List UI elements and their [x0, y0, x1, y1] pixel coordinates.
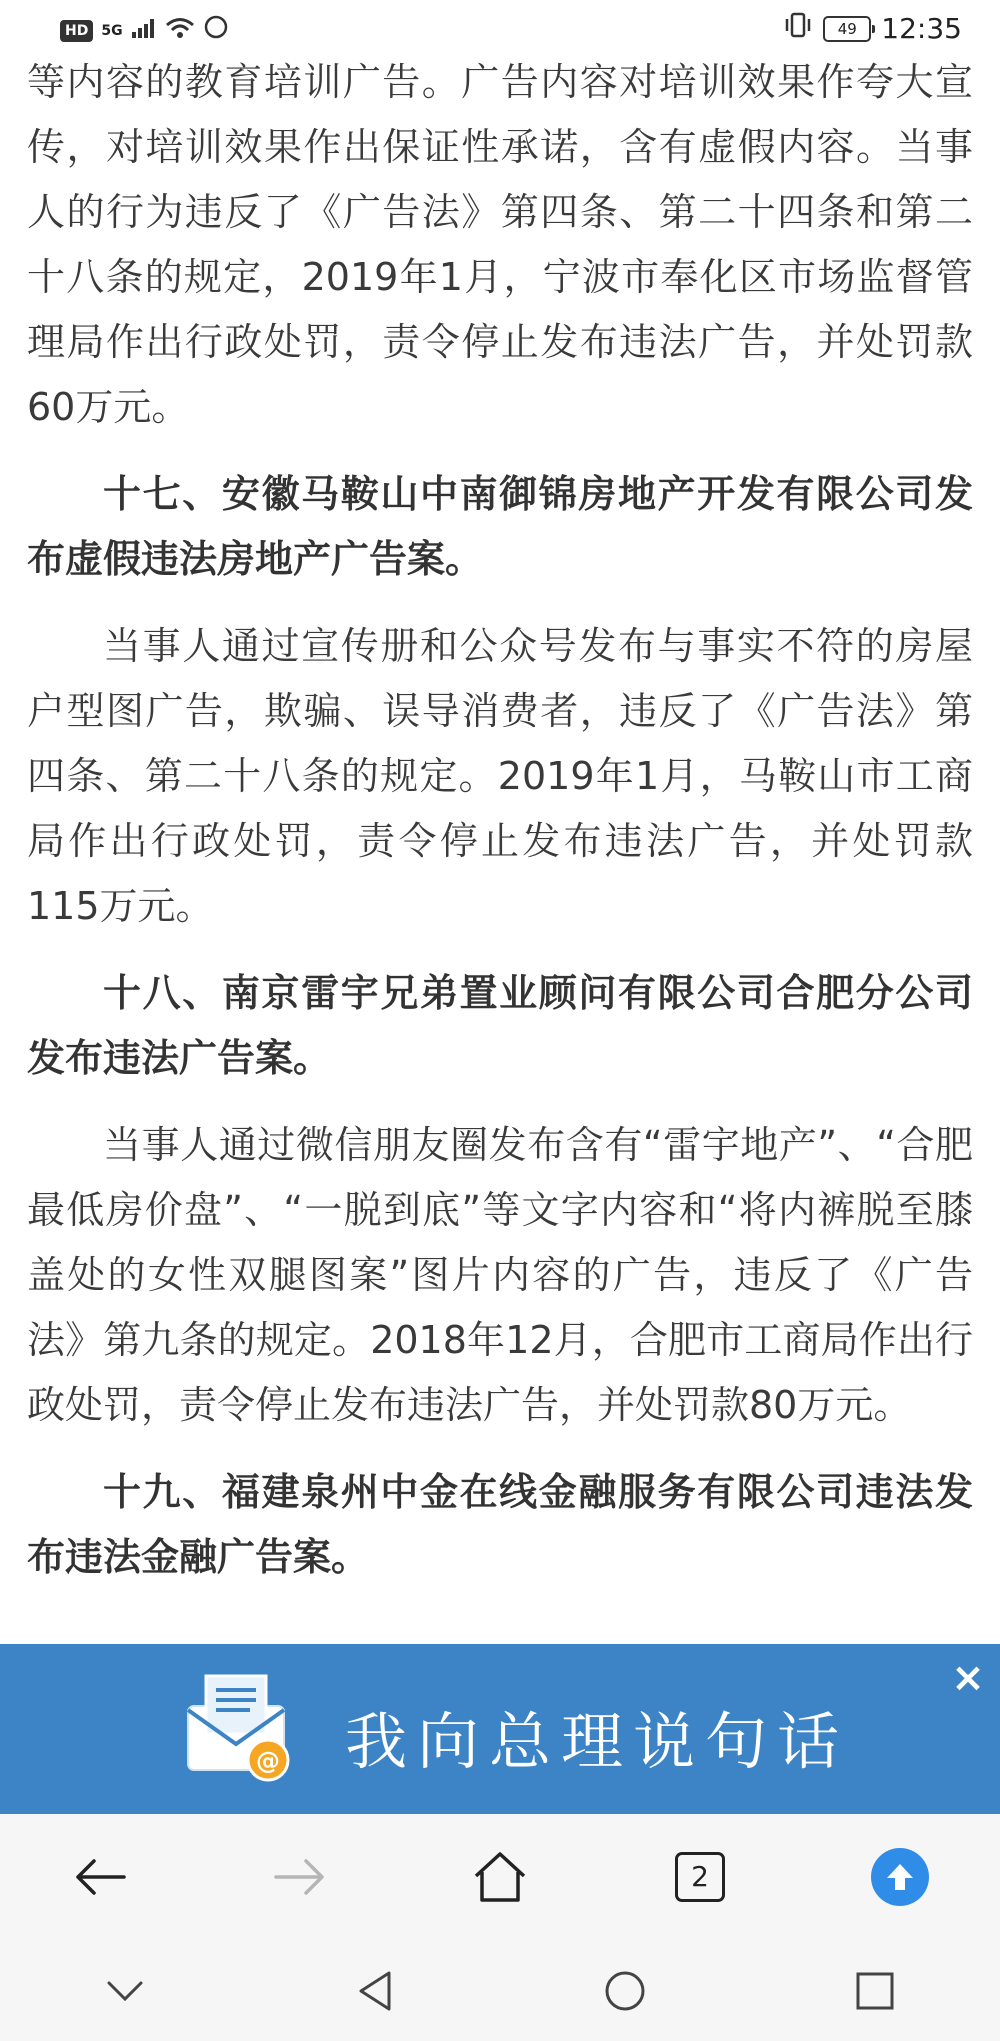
hd-badge: HD [60, 20, 93, 42]
article-content [27, 50, 973, 1590]
loading-circle-icon [203, 14, 229, 47]
home-icon [472, 1850, 528, 1904]
signal-icon [131, 16, 157, 46]
upload-icon [871, 1848, 929, 1906]
battery-icon: 49 [823, 16, 871, 42]
arrow-left-icon [72, 1857, 128, 1897]
case-heading-18: 十八、南京雷宇兄弟置业顾问有限公司合肥分公司发布违法广告案。 [27, 971, 973, 1080]
tabs-button[interactable] [650, 1827, 750, 1927]
home-button[interactable] [450, 1827, 550, 1927]
vibrate-icon [783, 12, 813, 45]
arrow-right-icon [272, 1857, 328, 1897]
clock: 12:35 [881, 12, 962, 45]
nav-recents-button[interactable] [825, 1946, 925, 2036]
back-button[interactable] [50, 1827, 150, 1927]
network-type: 5G [101, 22, 123, 39]
status-right [783, 12, 962, 45]
banner-text: 我向总理说句话 [345, 1705, 850, 1778]
case-heading-17: 十七、安徽马鞍山中南御锦房地产开发有限公司发布虚假违法房地产广告案。 [27, 472, 973, 581]
at-badge: @ [256, 1747, 280, 1775]
article-paragraph: 等内容的教育培训广告。广告内容对培训效果作夸大宣传，对培训效果作出保证性承诺，含有虚假内容。当事人的行为违反了《广告法》第四条、第二十四条和第二十八条的规定，2019年1月，宁波市奉化区市场监督管理局作出行政处罚，责令停止发布违法广告，并处罚款60万元。 [27, 60, 973, 429]
article-paragraph: 当事人通过微信朋友圈发布含有“雷宇地产”、“合肥最低房价盘”、“一脱到底”等文字内容和“将内裤脱至膝盖处的女性双腿图案”图片内容的广告，违反了《广告法》第九条的规定。2018年12月，合肥市工商局作出行政处罚，责令停止发布违法广告，并处罚款80万元。 [27, 1123, 973, 1427]
forward-button[interactable] [250, 1827, 350, 1927]
article-paragraph: 当事人通过宣传册和公众号发布与事实不符的房屋户型图广告，欺骗、误导消费者，违反了《广告法》第四条、第二十八条的规定。2019年1月，马鞍山市工商局作出行政处罚，责令停止发布违法广告，并处罚款115万元。 [27, 624, 973, 928]
circle-home-icon [603, 1969, 647, 2013]
triangle-back-icon [355, 1969, 395, 2013]
square-recents-icon [855, 1971, 895, 2011]
nav-back-button[interactable] [325, 1946, 425, 2036]
nav-home-button[interactable] [575, 1946, 675, 2036]
close-icon[interactable]: × [951, 1655, 985, 1701]
system-nav-bar [0, 1940, 1000, 2041]
status-left [60, 14, 229, 47]
hide-nav-button[interactable] [75, 1946, 175, 2036]
chevron-down-icon [105, 1979, 145, 2003]
upload-button[interactable] [850, 1827, 950, 1927]
wifi-icon [165, 16, 195, 46]
tabs-count: 2 [675, 1852, 725, 1902]
browser-toolbar [0, 1814, 1000, 1940]
mail-icon [180, 1668, 300, 1792]
case-heading-19: 十九、福建泉州中金在线金融服务有限公司违法发布违法金融广告案。 [27, 1470, 973, 1579]
feedback-banner[interactable] [0, 1644, 1000, 1814]
